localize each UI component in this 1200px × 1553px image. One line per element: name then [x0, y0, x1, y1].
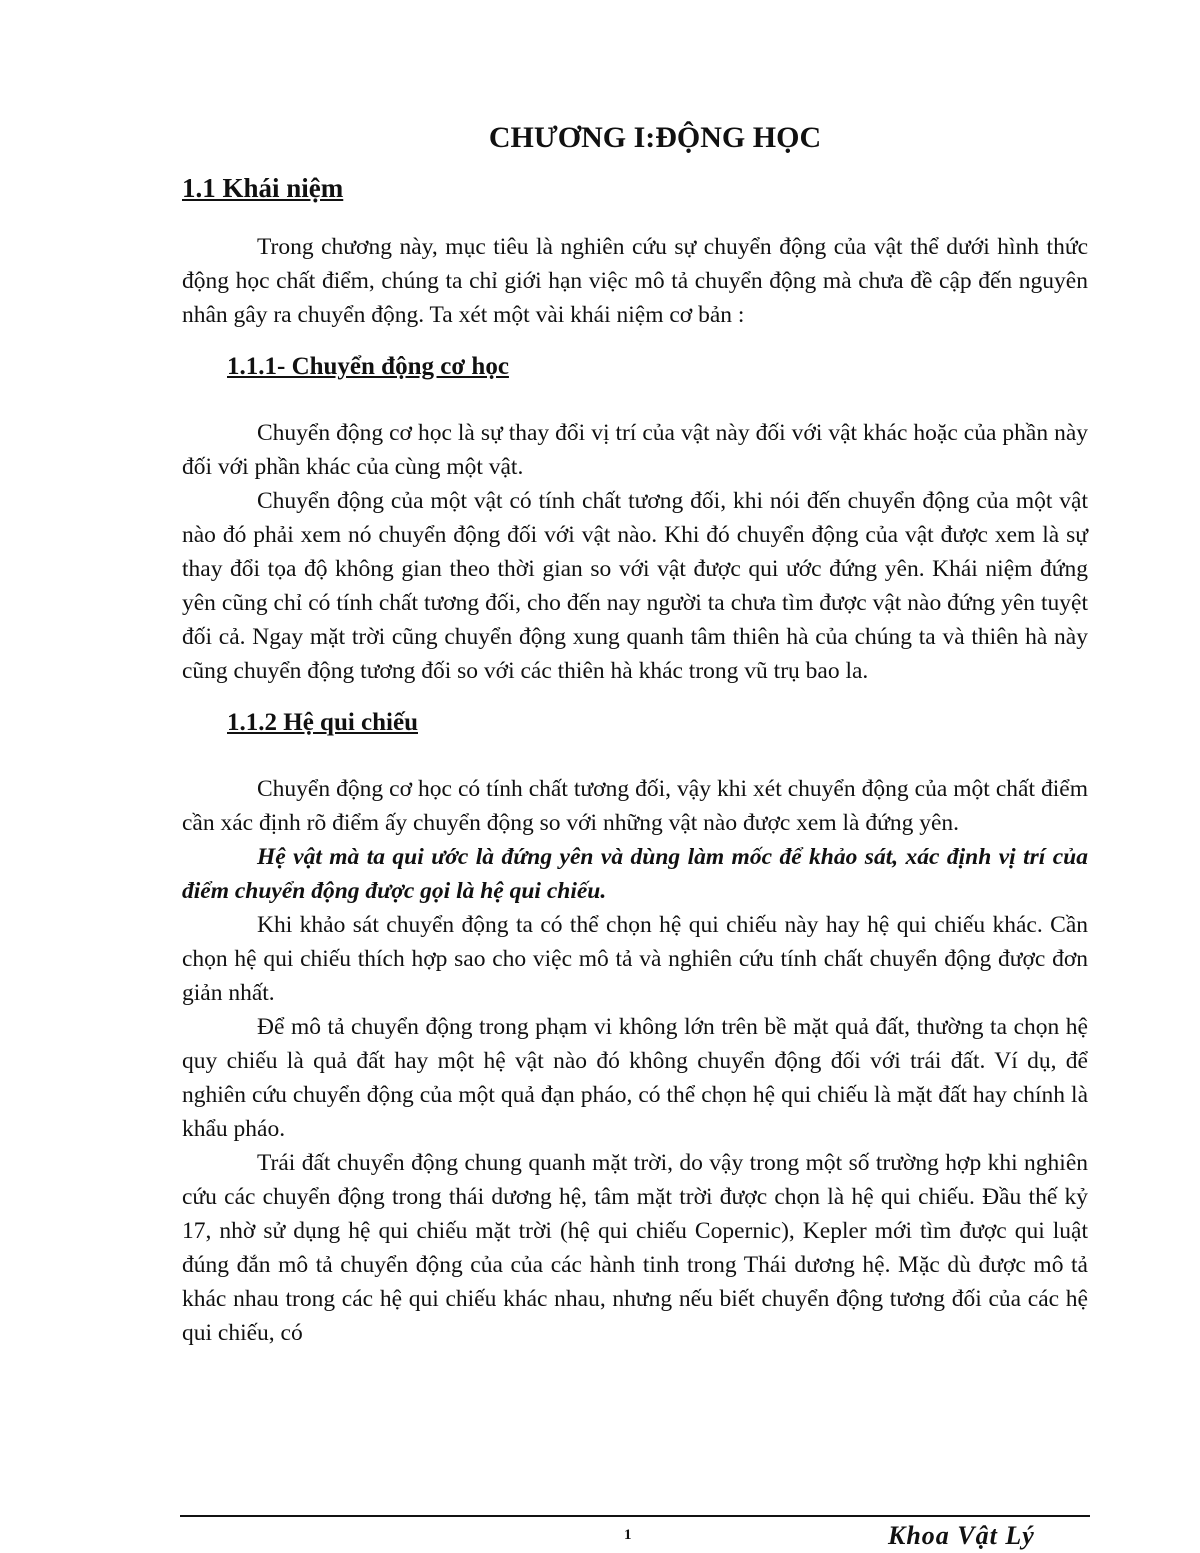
section-1-1-2-paragraph: Chuyển động cơ học có tính chất tương đối, vậy khi xét chuyển động của một chất điểm cần xác định rõ điểm ấy chuyển động so với những vật nào được xem là đứng yên. — [182, 776, 1088, 836]
section-1-1-1-paragraph: Chuyển động của một vật có tính chất tương đối, khi nói đến chuyển động của một vật nào đó phải xem nó chuyển động đối với vật nào. Khi đó chuyển động của vật được xem là sự thay đổi tọa độ không gian theo thời gian so với vật được qui ước đứng yên. Khái niệm đứng yên cũng chỉ có tính chất tương đối, cho đến nay người ta chưa tìm được vật nào đứng yên tuyệt đối cả. Ngay mặt trời cũng chuyển động xung quanh tâm thiên hà của chúng ta và thiên hà này cũng chuyển động tương đối so với các thiên hà khác trong vũ trụ bao la. — [182, 488, 1088, 684]
footer-divider — [180, 1515, 1090, 1517]
reference-frame-definition: Hệ vật mà ta qui ước là đứng yên và dùng làm mốc để khảo sát, xác định vị trí của điểm chuyển động được gọi là hệ qui chiếu. — [182, 844, 1088, 904]
section-heading-1-1: 1.1 Khái niệm — [182, 173, 344, 203]
section-heading-1-1-1: 1.1.1- Chuyển động cơ học — [227, 353, 509, 380]
page-content — [182, 118, 1088, 1350]
section-1-1-2-paragraph: Trái đất chuyển động chung quanh mặt trời, do vậy trong một số trường hợp khi nghiên cứu các chuyển động trong thái dương hệ, tâm mặt trời được chọn là hệ qui chiếu. Đầu thế kỷ 17, nhờ sử dụng hệ qui chiếu mặt trời (hệ qui chiếu Copernic), Kepler mới tìm được qui luật đúng đắn mô tả chuyển động của của các hành tinh trong Thái dương hệ. Mặc dù được mô tả khác nhau trong các hệ qui chiếu khác nhau, nhưng nếu biết chuyển động tương đối của các hệ qui chiếu, có — [182, 1150, 1088, 1346]
section-heading-1-1-2: 1.1.2 Hệ qui chiếu — [227, 709, 418, 736]
page-number: 1 — [624, 1527, 632, 1543]
section-1-1-intro: Trong chương này, mục tiêu là nghiên cứu sự chuyển động của vật thể dưới hình thức động học chất điểm, chúng ta chỉ giới hạn việc mô tả chuyển động mà chưa đề cập đến nguyên nhân gây ra chuyển động. Ta xét một vài khái niệm cơ bản : — [182, 234, 1088, 328]
section-1-1-2-paragraph: Để mô tả chuyển động trong phạm vi không lớn trên bề mặt quả đất, thường ta chọn hệ quy chiếu là quả đất hay một hệ vật nào đó không chuyển động đối với trái đất. Ví dụ, để nghiên cứu chuyển động của một quả đạn pháo, có thể chọn hệ qui chiếu là mặt đất hay chính là khẩu pháo. — [182, 1014, 1088, 1142]
section-1-1-1-paragraph: Chuyển động cơ học là sự thay đổi vị trí của vật này đối với vật khác hoặc của phần này đối với phần khác của cùng một vật. — [182, 420, 1088, 480]
chapter-title: CHƯƠNG I:ĐỘNG HỌC — [488, 121, 822, 154]
section-1-1-2-paragraph: Khi khảo sát chuyển động ta có thể chọn hệ qui chiếu này hay hệ qui chiếu khác. Cần chọn hệ qui chiếu thích hợp sao cho việc mô tả và nghiên cứu tính chất chuyển động được đơn giản nhất. — [182, 912, 1088, 1006]
footer-department: Khoa Vật Lý — [888, 1521, 1035, 1550]
